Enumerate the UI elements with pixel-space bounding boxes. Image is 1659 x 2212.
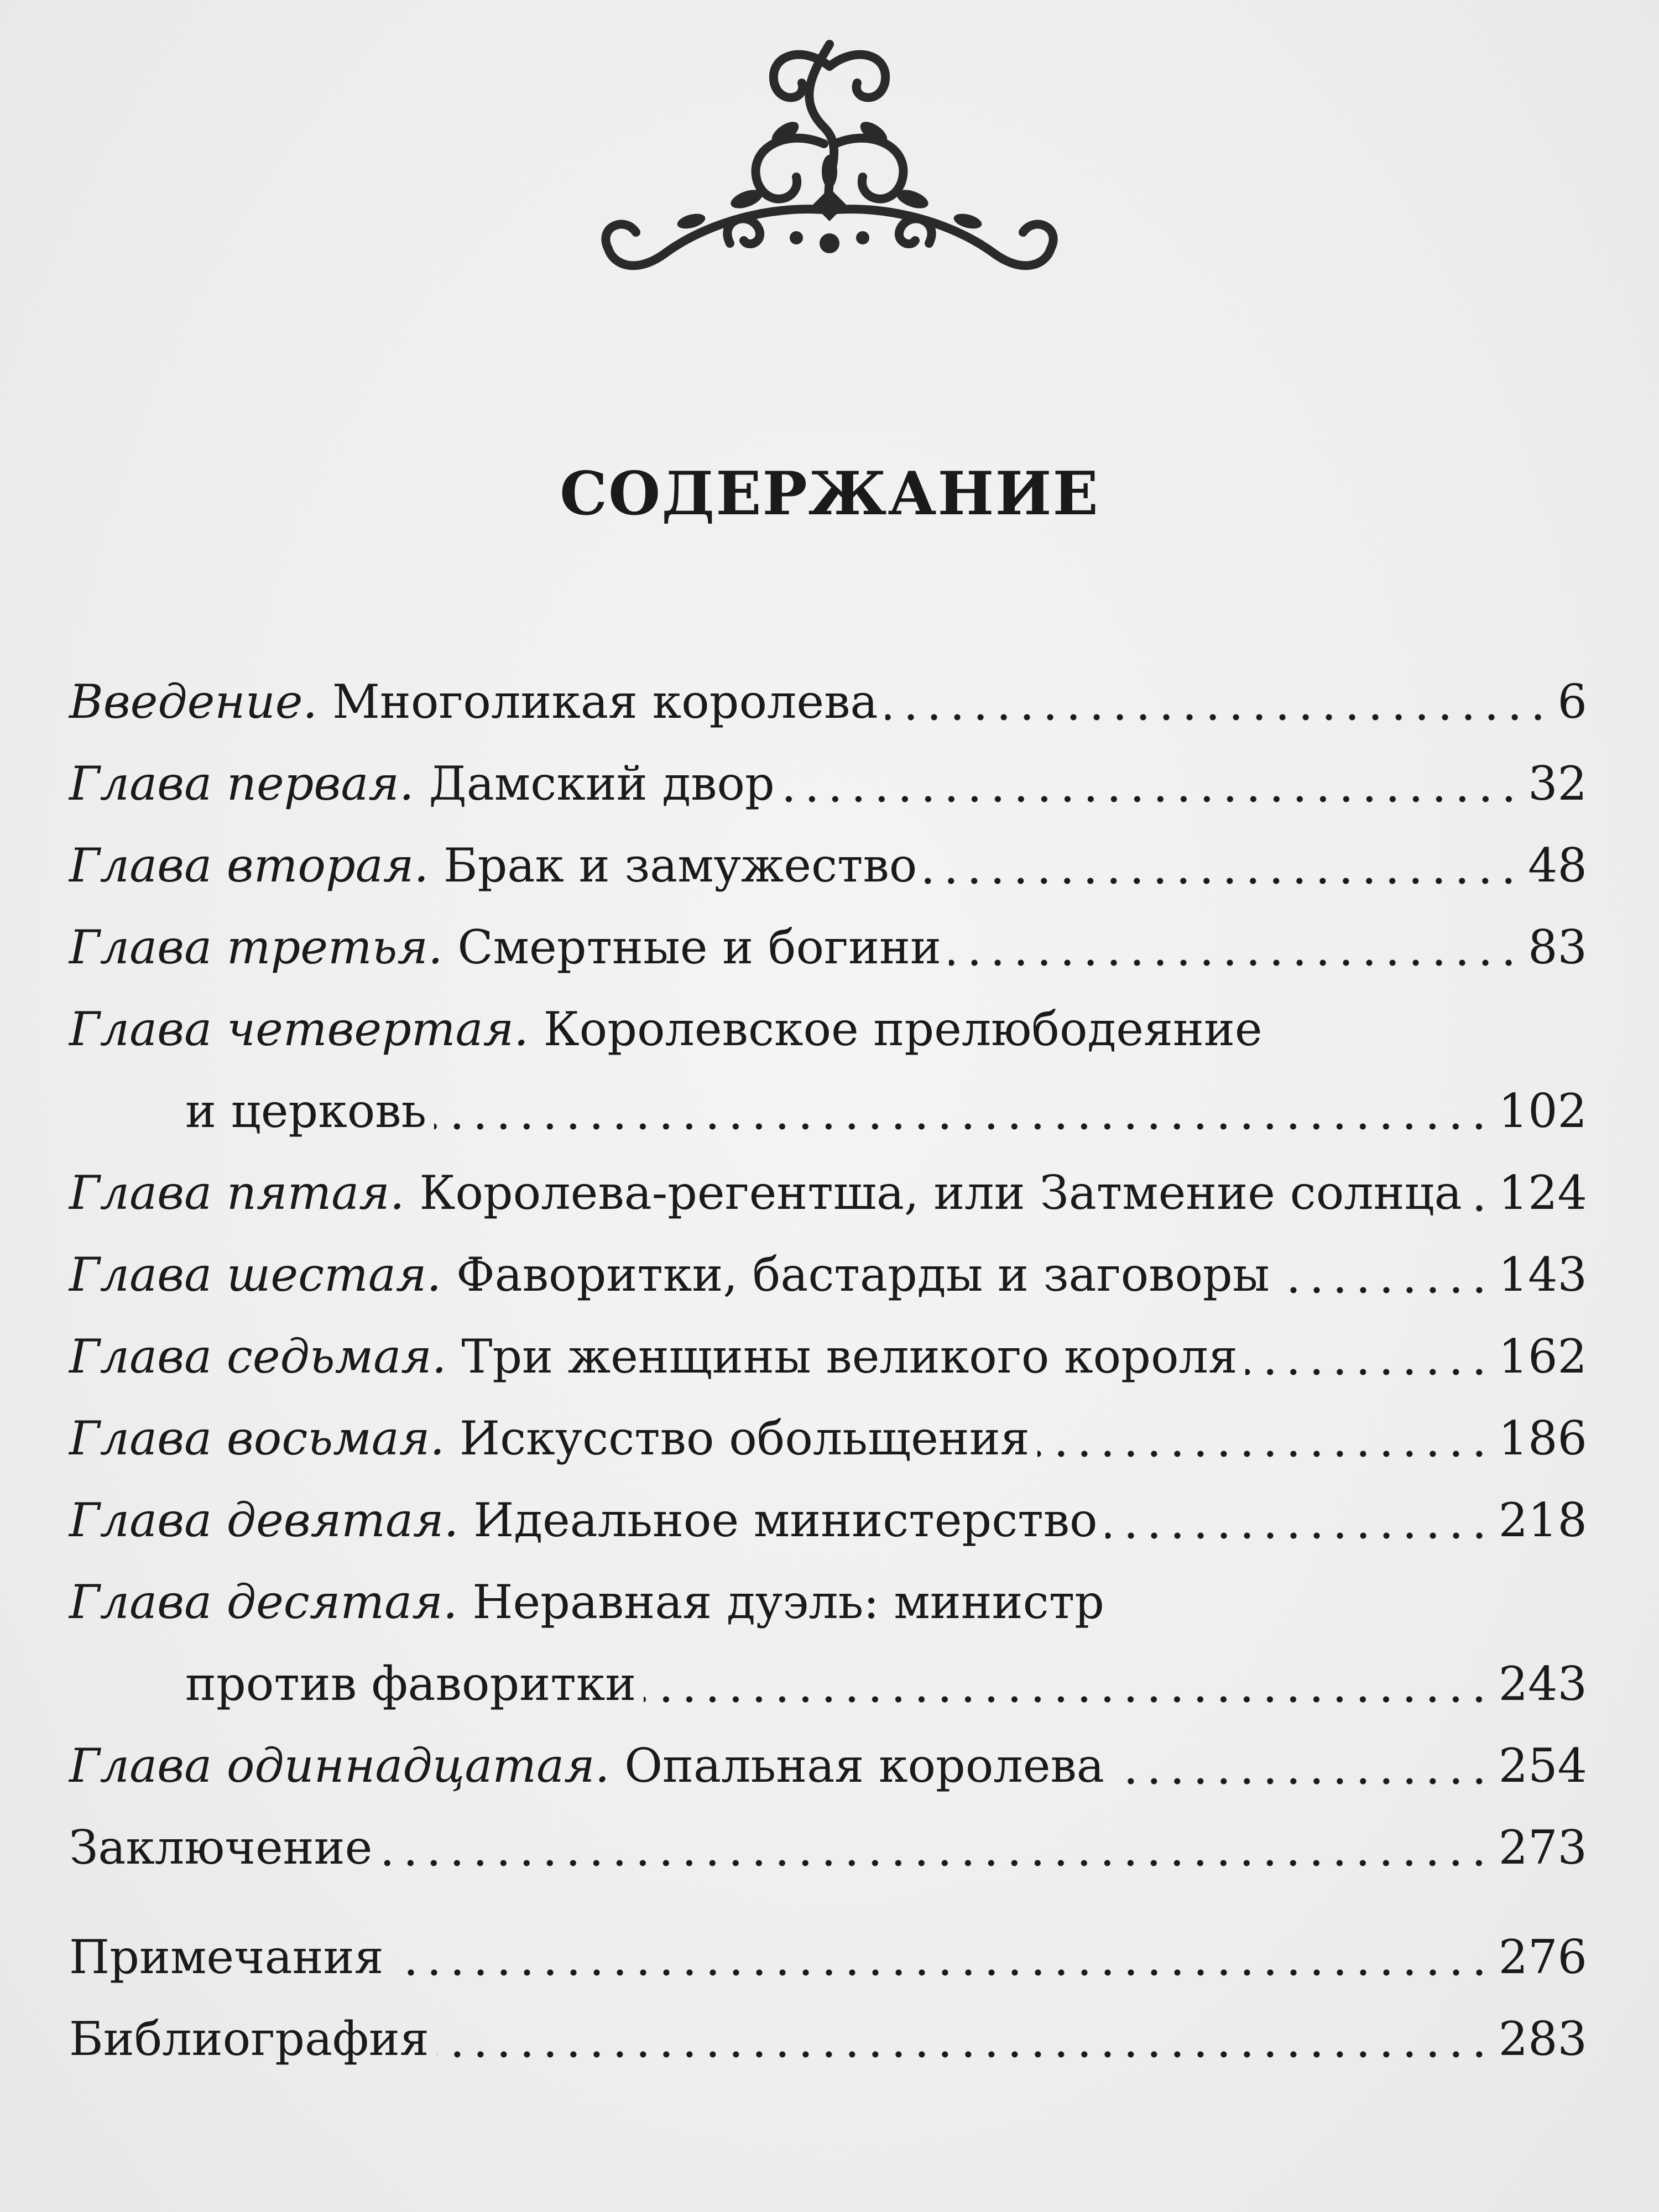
toc-entry (69, 1998, 1587, 2080)
toc-entry (69, 825, 1587, 906)
toc-entry-title: Многоликая королева (332, 675, 878, 729)
toc-entry (69, 1479, 1587, 1561)
toc-entry-title: Дамский двор (429, 757, 775, 811)
toc-entry-title: Королевское прелюбодеяние (543, 1002, 1262, 1056)
toc-entry-title: Неравная дуэль: министр (472, 1575, 1104, 1629)
toc-entry-prefix: Глава пятая. (69, 1166, 405, 1220)
toc-entry (69, 661, 1587, 743)
toc-entry-title: Библиография (69, 2012, 429, 2066)
toc-entry-prefix: Глава шестая. (69, 1248, 442, 1302)
toc-entry-prefix: Глава четвертая. (69, 1002, 529, 1056)
toc-entry-title: Опальная королева (624, 1739, 1104, 1793)
dot-leader (1277, 1285, 1491, 1296)
dot-leader (782, 794, 1520, 805)
toc-entry-page: 162 (1498, 1329, 1587, 1384)
toc-entry-page: 6 (1557, 675, 1587, 729)
dot-leader (1470, 1203, 1491, 1214)
dot-leader (380, 1858, 1490, 1869)
toc-entry-page: 254 (1498, 1739, 1587, 1793)
dot-leader (949, 957, 1520, 968)
dot-leader (437, 2049, 1491, 2060)
dot-leader (1105, 1530, 1491, 1541)
toc-entry-prefix: Глава десятая. (69, 1575, 458, 1629)
toc-entry-page: 283 (1498, 2012, 1587, 2066)
toc-entry-prefix: Глава первая. (69, 757, 414, 811)
page-title: СОДЕРЖАНИЕ (560, 459, 1099, 529)
toc-entry (69, 1152, 1587, 1234)
toc-entry (69, 1807, 1587, 1888)
toc-entry-prefix: Введение. (69, 675, 318, 729)
toc-entry-page: 273 (1498, 1820, 1587, 1875)
toc-entry-page: 83 (1528, 920, 1587, 974)
toc-entry-prefix: Глава вторая. (69, 838, 429, 893)
toc-entry (69, 906, 1587, 988)
dot-leader (1037, 1448, 1491, 1459)
toc-entry-prefix: Глава третья. (69, 920, 443, 974)
toc-entry (69, 1316, 1587, 1397)
dot-leader (925, 875, 1520, 886)
toc-entry-prefix: Глава одиннадцатая. (69, 1739, 610, 1793)
toc-entry-title-continuation: против фаворитки (185, 1657, 637, 1711)
table-of-contents (69, 661, 1587, 2080)
toc-entry (69, 1561, 1587, 1725)
toc-entry-title: Искусство обольщения (459, 1411, 1030, 1465)
dot-leader (885, 712, 1550, 723)
toc-entry (69, 1916, 1587, 1998)
toc-entry-title: Королева-регентша, или Затмение солнца (419, 1166, 1462, 1220)
toc-entry (69, 743, 1587, 825)
dot-leader (1245, 1366, 1491, 1378)
toc-entry (69, 1725, 1587, 1807)
toc-entry-page: 124 (1498, 1166, 1587, 1220)
toc-entry (69, 988, 1587, 1152)
toc-entry-title: Три женщины великого короля (461, 1329, 1238, 1384)
toc-entry-title: Брак и замужество (443, 838, 917, 893)
toc-entry-page: 143 (1498, 1248, 1587, 1302)
toc-entry (69, 1397, 1587, 1479)
dot-leader (434, 1121, 1490, 1132)
toc-entry-page: 218 (1498, 1493, 1587, 1547)
toc-entry (69, 1234, 1587, 1316)
dot-leader (392, 1967, 1491, 1978)
section-gap (69, 1888, 1587, 1916)
dot-leader (644, 1694, 1490, 1705)
toc-entry-page: 32 (1528, 757, 1587, 811)
toc-entry-title: Фаворитки, бастарды и заговоры (456, 1248, 1270, 1302)
dot-leader (1112, 1776, 1491, 1787)
toc-entry-prefix: Глава восьмая. (69, 1411, 445, 1465)
toc-entry-title: Идеальное министерство (473, 1493, 1098, 1547)
toc-entry-page: 48 (1528, 838, 1587, 893)
toc-entry-page: 276 (1498, 1930, 1587, 1984)
toc-entry-page: 186 (1498, 1411, 1587, 1465)
toc-entry-prefix: Глава девятая. (69, 1493, 459, 1547)
toc-entry-page: 243 (1498, 1657, 1587, 1711)
decorative-ornament-icon (564, 22, 1095, 299)
toc-entry-title: Примечания (69, 1930, 384, 1984)
toc-entry-page: 102 (1498, 1084, 1587, 1138)
toc-entry-prefix: Глава седьмая. (69, 1329, 447, 1384)
toc-entry-title: Смертные и богини (457, 920, 942, 974)
toc-entry-title-continuation: и церковь (185, 1084, 427, 1138)
toc-entry-title: Заключение (69, 1820, 373, 1875)
